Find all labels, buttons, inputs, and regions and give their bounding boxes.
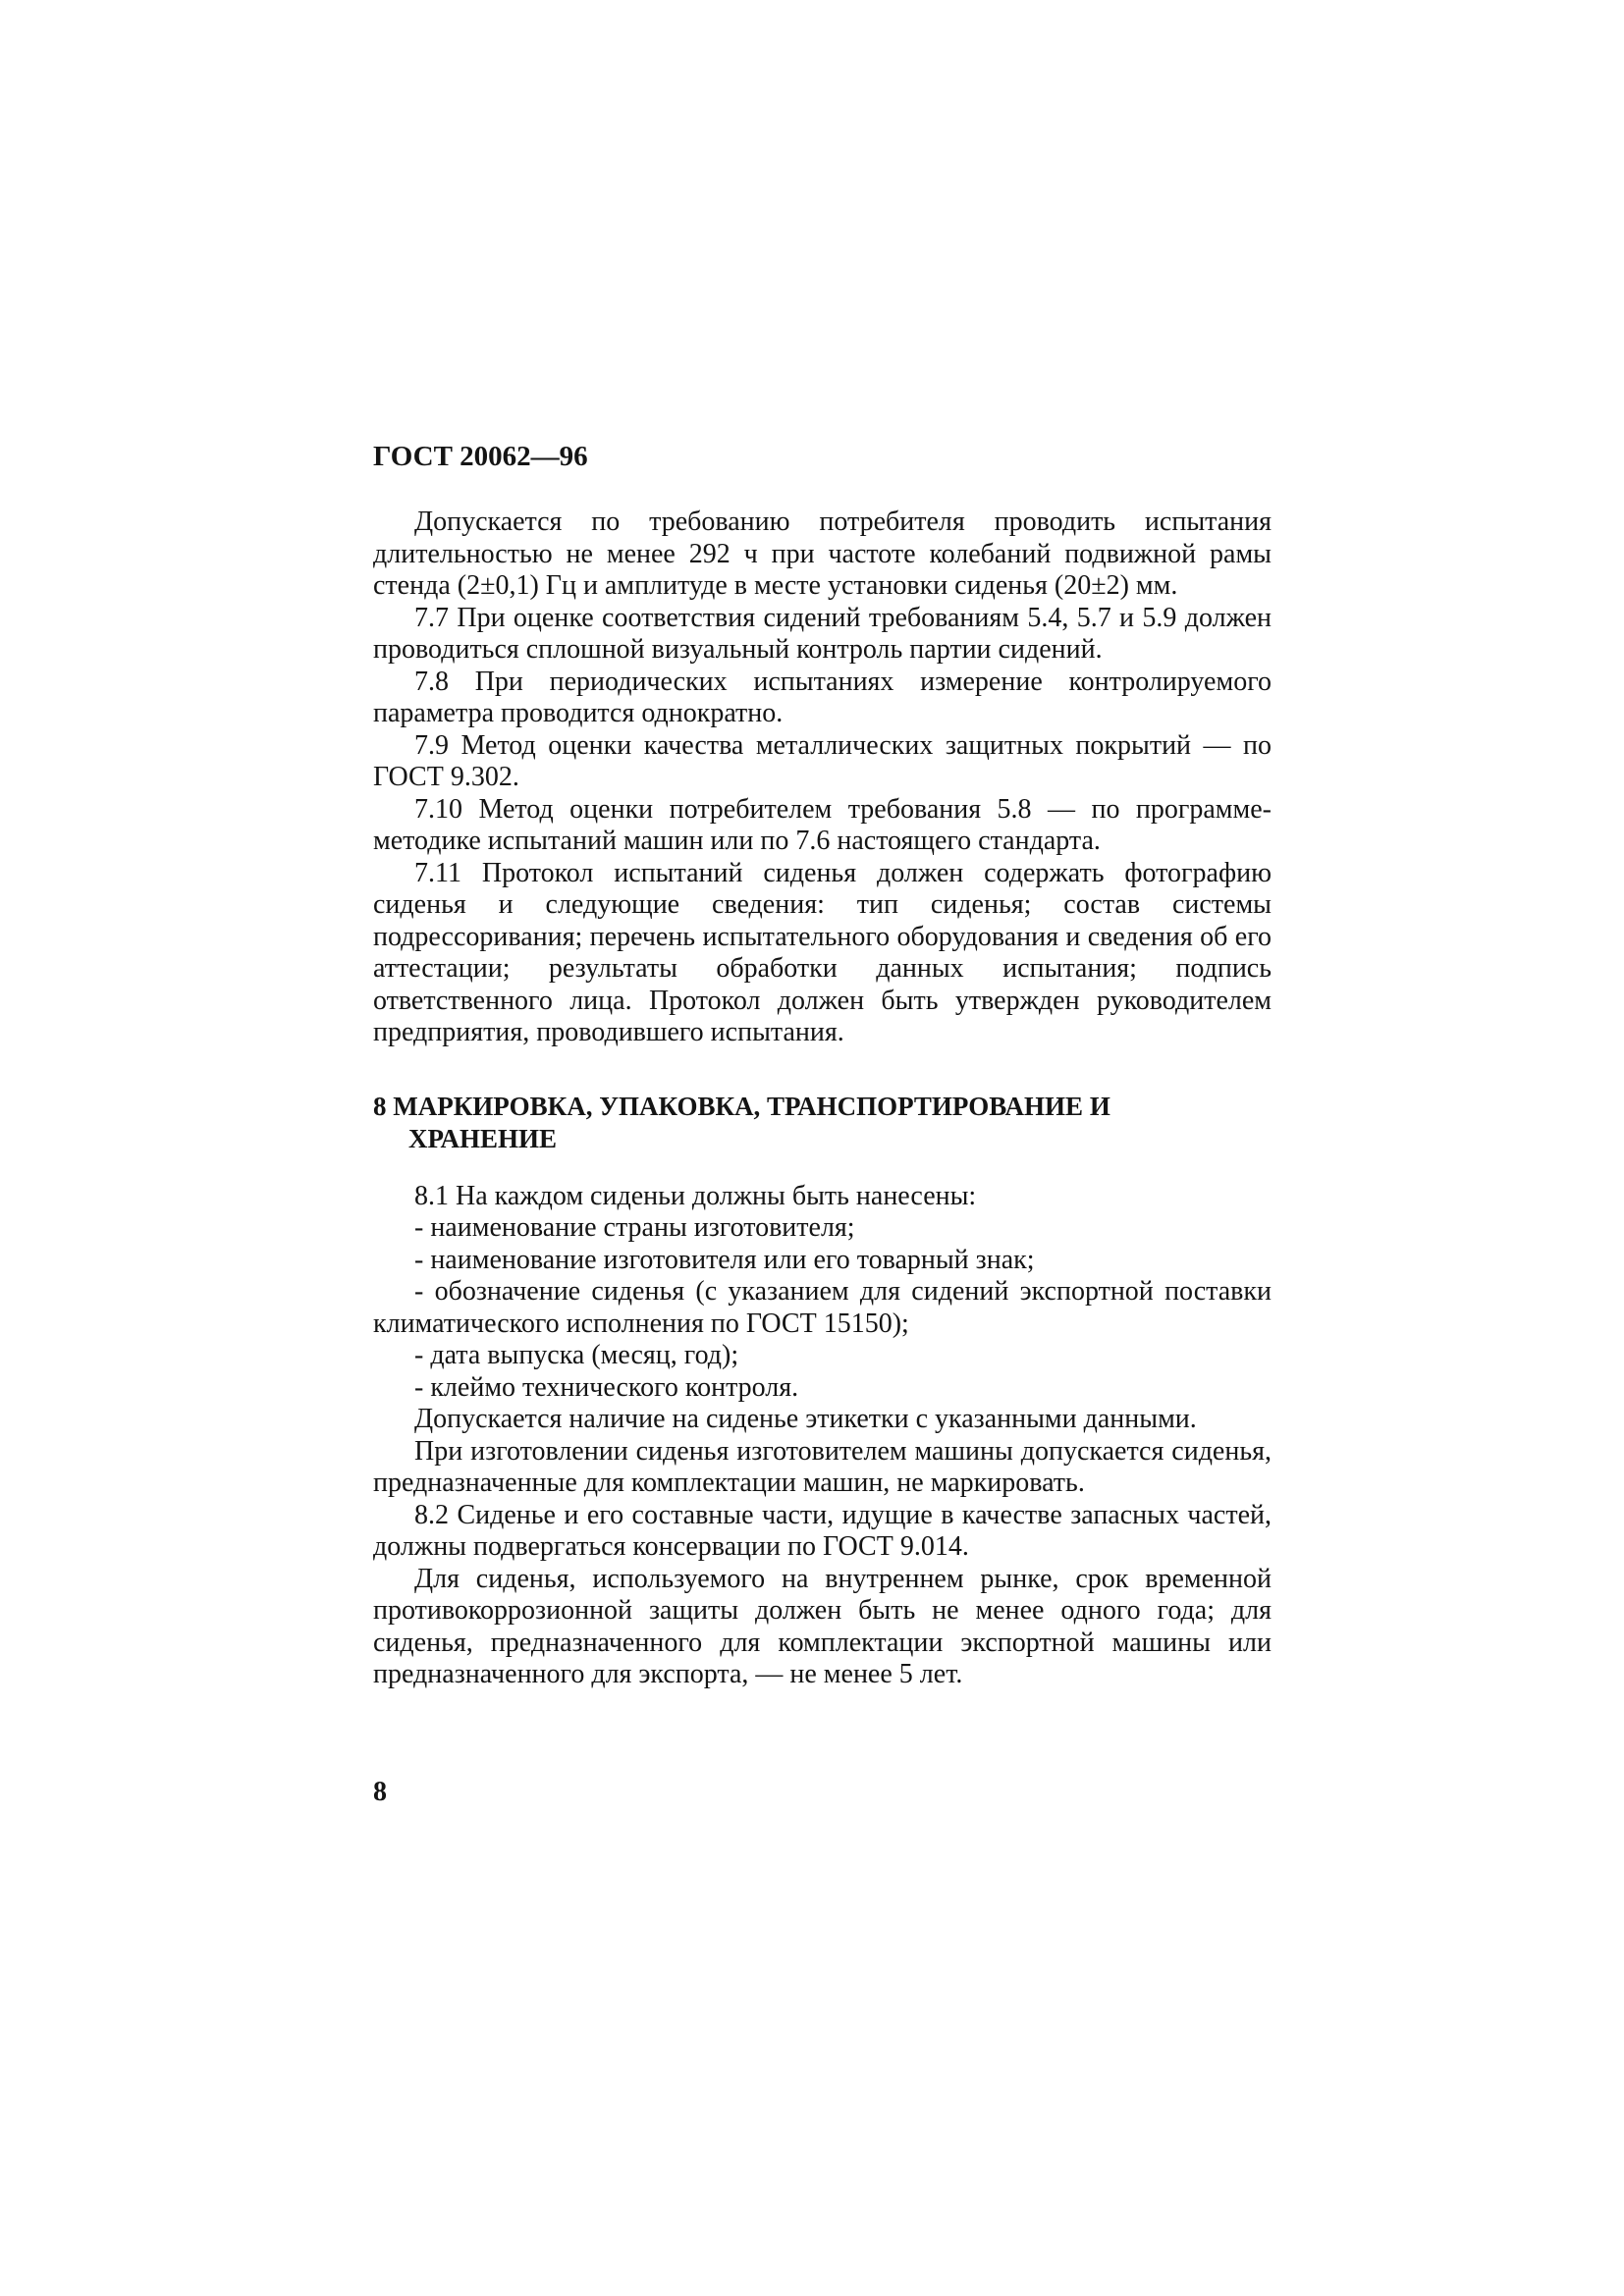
paragraph-test-duration: Допускается по требованию потребителя проводить испытания длительностью не менее 292 ч при частоте колебаний подвижной рамы стенда (2±0,1) Гц и амплитуде в месте установки сиденья (20±2) мм. xyxy=(373,507,1272,601)
paragraph-7-9: 7.9 Метод оценки качества металлических защитных покрытий — по ГОСТ 9.302. xyxy=(373,729,1272,792)
paragraph-corrosion-protection: Для сиденья, используемого на внутреннем рынке, срок временной противокоррозионной защиты должен быть не менее одного года; для сиденья, предназначенного для комплектации экспортной машины или предназначенного для экспорта, — не менее 5 лет. xyxy=(373,1563,1272,1689)
paragraph-7-11: 7.11 Протокол испытаний сиденья должен содержать фотографию сиденья и следующие сведения: тип сиденья; состав системы подрессоривания; перечень испытательного оборудования и сведения об его аттестации; результаты обработки данных испытания; подпись ответственного лица. Протокол должен быть утвержден руководителем предприятия, проводившего испытания. xyxy=(373,857,1272,1047)
document-page xyxy=(373,440,1272,1691)
list-item-release-date: - дата выпуска (месяц, год); xyxy=(414,1340,739,1370)
paragraph-7-7: 7.7 При оценке соответствия сидений требованиям 5.4, 5.7 и 5.9 должен проводиться сплошной визуальный контроль партии сидений. xyxy=(373,602,1272,665)
document-header: ГОСТ 20062—96 xyxy=(373,441,588,472)
paragraph-7-10: 7.10 Метод оценки потребителем требования 5.8 — по программе-методике испытаний машин или по 7.6 настоящего стандарта. xyxy=(373,793,1272,856)
paragraph-8-1: 8.1 На каждом сиденьи должны быть нанесены: xyxy=(414,1180,977,1211)
section-heading-8: 8 МАРКИРОВКА, УПАКОВКА, ТРАНСПОРТИРОВАНИЕ И ХРАНЕНИЕ xyxy=(373,1091,1110,1153)
paragraph-label-allowed: Допускается наличие на сиденье этикетки с указанными данными. xyxy=(414,1404,1197,1434)
paragraph-8-2: 8.2 Сиденье и его составные части, идущие в качестве запасных частей, должны подвергаться консервации по ГОСТ 9.014. xyxy=(373,1499,1272,1562)
paragraph-7-8: 7.8 При периодических испытаниях измерение контролируемого параметра проводится однократно. xyxy=(373,666,1272,728)
list-item-manufacturer: - наименование изготовителя или его товарный знак; xyxy=(414,1244,1035,1275)
paragraph-no-marking: При изготовлении сиденья изготовителем машины допускается сиденья, предназначенные для комплектации машин, не маркировать. xyxy=(373,1435,1272,1498)
list-item-quality-stamp: - клеймо технического контроля. xyxy=(414,1371,799,1403)
list-item-country: - наименование страны изготовителя; xyxy=(414,1212,855,1243)
list-item-designation: - обозначение сиденья (с указанием для сидений экспортной поставки климатического исполнения по ГОСТ 15150); xyxy=(373,1276,1272,1339)
page-number: 8 xyxy=(373,1777,387,1807)
